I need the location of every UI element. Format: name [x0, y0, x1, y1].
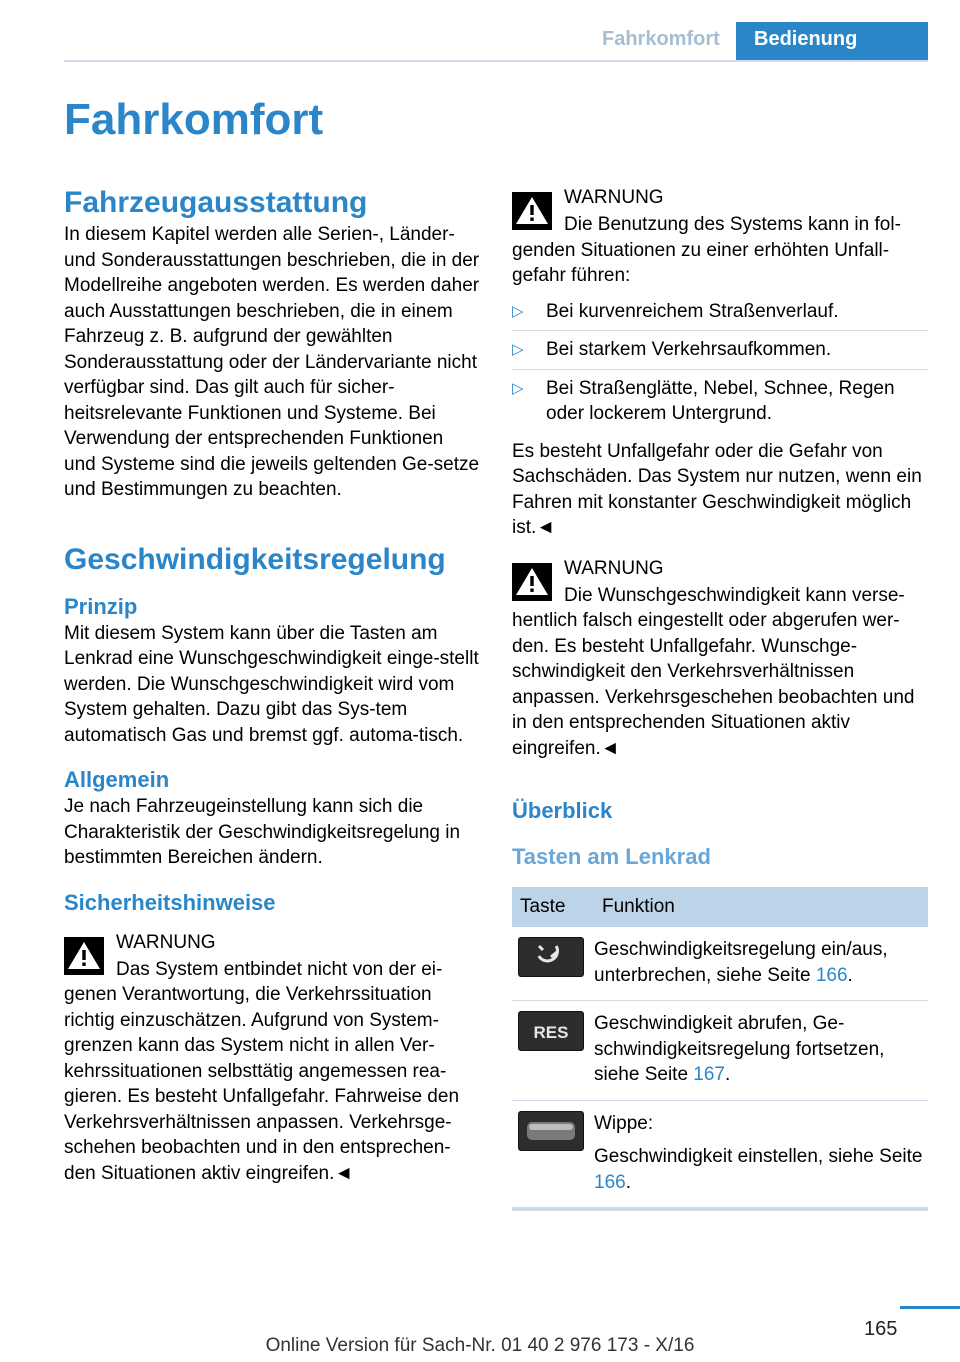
chapter-tab[interactable]: [736, 22, 928, 62]
rocker-switch-icon: [518, 1111, 584, 1151]
triangle-bullet-icon: ▷: [512, 341, 524, 358]
page-link[interactable]: 167: [693, 1064, 725, 1085]
warning-title: WARNUNG: [564, 187, 664, 208]
warning-box: [64, 929, 480, 1187]
right-column: [512, 184, 928, 1211]
heading-principle: Prinzip: [64, 593, 138, 619]
page-title: Fahrkomfort: [64, 95, 324, 144]
footer-text: Online Version für Sach-Nr. 01 40 2 976 173 - X/16: [265, 1335, 695, 1356]
warning-title: WARNUNG: [564, 557, 664, 579]
heading-cruise-control: Geschwindigkeitsregelung: [64, 542, 446, 576]
general-paragraph: Je nach Fahrzeugeinstellung kann sich die Charakteristik der Geschwindigkeitsregelung in bestimmten Bereichen ändern.: [64, 796, 461, 868]
res-button-icon: [518, 1011, 584, 1051]
page-link[interactable]: 166: [815, 964, 848, 986]
table-header-row: [512, 887, 928, 927]
heading-steering-buttons: Tasten am Lenkrad: [512, 844, 711, 869]
page-header: [0, 0, 960, 62]
table-row: RES Geschwindigkeit abrufen, Ge-schwindigkeitsregelung fortsetzen, siehe Seite 167.: [512, 1001, 928, 1101]
warning-icon: [512, 192, 552, 230]
column-header-function: Funktion: [594, 887, 928, 927]
warning-title: WARNUNG: [116, 931, 216, 953]
risk-list: [512, 299, 928, 433]
warning-icon: [512, 563, 552, 601]
warning-text: Das System entbindet nicht von der ei-genen Verantwortung, die Verkehrssituation richtig einzuschätzen. Aufgrund von System-grenzen kann das System nicht in allen Ver-kehrssituationen selbsttätig angemessen rea-gieren. Es besteht Unfallgefahr. Fahrweise den Verkehrsverhältnissen anpassen. Verkehrsge-schehen beobachten und in den entsprechen-den Situationen aktiv eingreifen.◄: [64, 958, 460, 1184]
page-number: 165: [864, 1318, 898, 1340]
res-button-label: RES: [533, 1023, 569, 1042]
heading-equipment: Fahrzeugausstattung: [64, 186, 368, 219]
warning-conclusion: Es besteht Unfallgefahr oder die Gefahr von Sachschäden. Das System nur nutzen, wenn ein Fahren mit konstanter Geschwindigkeit möglich ist.◄: [512, 440, 922, 538]
warning-text: Die Benutzung des Systems kann in fol-genden Situationen zu einer erhöhten Unfall-gefahr führen:: [512, 214, 901, 286]
equipment-paragraph: In diesem Kapitel werden alle Serien-, Länder- und Sonderausstattungen beschrieben, die in der Modellreihe angeboten werden. Es werden daher auch Ausstattungen beschrieben, die in einem Fahrzeug z. B. aufgrund der gewählten Sonderausstattung oder der Ländervariante nicht verfügbar sind. Das gilt auch für sicher-heitsrelevante Funktionen und Systeme. Bei Verwendung der entsprechenden Funktionen und Systeme sind die jeweils geltenden Ge-setze und Bestimmungen zu beachten.: [64, 224, 480, 500]
header-rule: [64, 60, 928, 62]
triangle-bullet-icon: ▷: [512, 302, 524, 320]
footer-rule: [900, 1306, 960, 1309]
left-column: [64, 184, 480, 1186]
heading-overview: Überblick: [512, 798, 613, 823]
page-link[interactable]: 166: [594, 1171, 626, 1193]
buttons-table: [512, 887, 928, 1211]
warning-text: Die Wunschgeschwindigkeit kann verse-hentlich falsch eingestellt oder abgerufen wer-den. Es besteht Unfallgefahr. Wunschge-schwindigkeit den Verkehrsverhältnissen anpassen. Verkehrsgeschehen beobachten und in den entsprechenden Situationen aktiv eingreifen.◄: [512, 584, 915, 759]
warning-box: [512, 555, 928, 762]
table-row: Wippe: Geschwindigkeit einstellen, siehe Seite 166.: [512, 1100, 928, 1209]
warning-icon: [64, 937, 104, 975]
cruise-control-button-icon: [518, 937, 584, 977]
chapter-tab-label: Bedienung: [754, 28, 858, 50]
section-tab[interactable]: Fahrkomfort: [602, 28, 720, 50]
principle-paragraph: Mit diesem System kann über die Tasten am Lenkrad eine Wunschgeschwindigkeit einge-stellt werden. Die Wunschgeschwindigkeit wird vom System gehalten. Dazu gibt das Sys-tem automatisch Gas und bremst ggf. automa-tisch.: [64, 622, 479, 746]
list-item: ▷ Bei starkem Verkehrsaufkommen.: [512, 337, 928, 370]
column-header-key: Taste: [512, 887, 594, 927]
table-row: Geschwindigkeitsregelung ein/aus, unterbrechen, siehe Seite 166.: [512, 927, 928, 1001]
triangle-bullet-icon: ▷: [512, 379, 524, 397]
list-item: ▷ Bei kurvenreichem Straßenverlauf.: [512, 299, 928, 332]
heading-safety: Sicherheitshinweise: [64, 889, 276, 915]
warning-box: [512, 184, 928, 289]
list-item: ▷ Bei Straßenglätte, Nebel, Schnee, Regen oder lockerem Untergrund.: [512, 377, 895, 424]
heading-general: Allgemein: [64, 767, 170, 792]
